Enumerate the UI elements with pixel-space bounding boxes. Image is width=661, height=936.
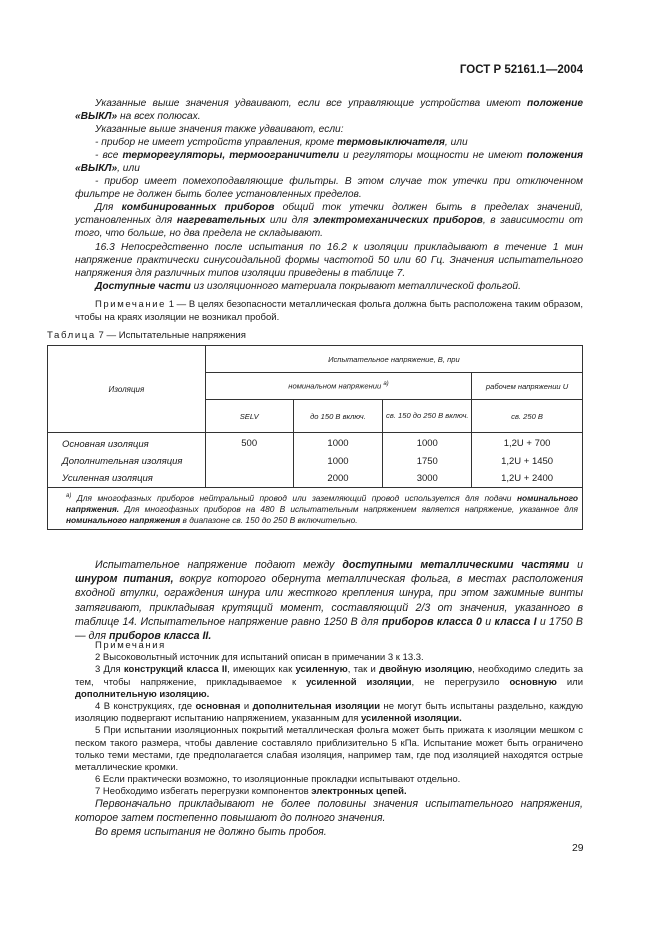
table-row: Основная изоляция 500 1000 1000 1,2U + 700	[48, 433, 583, 454]
note-5: 5 При испытании изоляционных покрытий металлическая фольга может быть прижата к изоляции мешком с песком такого размера, чтобы давление составляло приблизительно 5 кПа. Испытание может быть ограничено только теми местами, где предполагается слабая изоляция, например там, где под изоляцией находятся острые металлические кромки.	[75, 725, 583, 774]
page-number: 29	[572, 843, 584, 854]
paragraph: - все терморегуляторы, термоограничители и регуляторы мощности не имеют положения «ВЫКЛ», или	[75, 150, 583, 174]
notes-block	[75, 640, 583, 799]
note-7: 7 Необходимо избегать перегрузки компонентов электронных цепей.	[95, 786, 407, 798]
top-text-block	[75, 97, 583, 324]
paragraph: 16.3 Непосредственно после испытания по 16.2 к изоляции прикладывают в течение 1 мин напряжение практически синусоидальной формы частотой 50 или 60 Гц. Значения испытательного напряжения для различных типов изоляции приведены в таблице 7.	[75, 242, 583, 279]
paragraph: Указанные выше значения также удваивают, если:	[95, 124, 344, 135]
middle-paragraph: Испытательное напряжение подают между доступными металлическими частями и шнуром питания, вокруг которого обернута металлическая фольга, в местах расположения входной втулки, ограждения шнура или жесткого крепления шнура, при этом зажимные винты затягивают, прикладывая крутящий момент, составляющий 2/3 от значения, указанного в таблице 14. Испытательное напряжение равно 1250 В для приборов класса 0 и класса I и 1750 В — для приборов класса II.	[75, 559, 584, 643]
header-isolation: Изоляция	[48, 346, 206, 433]
paragraph: Во время испытания не должно быть пробоя.	[95, 826, 327, 839]
header-150-250: св. 150 до 250 В включ.	[383, 400, 472, 433]
paragraph: Для комбинированных приборов общий ток утечки должен быть в пределах значений, установленных для нагревательных или для электромеханических приборов, в зависимости от того, что больше, но два предела не складывают.	[75, 202, 584, 239]
table-row: Усиленная изоляция 2000 3000 1,2U + 2400	[48, 470, 583, 488]
table-row: Дополнительная изоляция 1000 1750 1,2U + 1450	[48, 453, 583, 470]
table-caption: Таблица 7 — Испытательные напряжения	[47, 330, 246, 341]
paragraph: Первоначально прикладывают не более половины значения испытательного напряжения, которое затем постепенно повышают до полного значения.	[75, 798, 583, 825]
header-nominal: номинальном напряжении $^{a)}$	[205, 373, 471, 400]
header-selv: SELV	[205, 400, 293, 433]
paragraph: Указанные выше значения удваивают, если все управляющие устройства имеют положение «ВЫКЛ» на всех полюсах.	[75, 98, 583, 122]
paragraph: Доступные части из изоляционного материала покрывают металлической фольгой.	[95, 281, 521, 292]
test-voltage-table	[47, 345, 583, 530]
bottom-text-block	[75, 797, 583, 840]
paragraph: - прибор имеет помехоподавляющие фильтры. В этом случае ток утечки при отключенном фильтре не должен быть более установленных пределов.	[75, 176, 583, 200]
header-to-150: до 150 В включ.	[293, 400, 383, 433]
paragraph: - прибор не имеет устройств управления, кроме термовыключателя, или	[95, 137, 468, 148]
document-code: ГОСТ Р 52161.1—2004	[459, 64, 583, 76]
header-test-voltage: Испытательное напряжение, В, при	[205, 346, 582, 373]
notes-label: Примечания	[95, 640, 166, 651]
table-footnote: $^{a)}$ Для многофазных приборов нейтральный провод или заземляющий провод используется для подачи номинального напряжения. Для многофазных приборов на 480 В испытательным напряжением является напряжение, указанное для номинального напряжения в диапазоне св. 150 до 250 В включительно.	[48, 488, 583, 530]
header-working: рабочем напряжении U	[472, 373, 583, 400]
note-3: 3 Для конструкций класса II, имеющих как усиленную, так и двойную изоляцию, необходимо следить за тем, чтобы напряжение, прикладываемое к усиленной изоляции, не перегрузило основную или дополнительную изоляцию.	[75, 664, 583, 700]
note-6: 6 Если практически возможно, то изоляционные прокладки испытывают отдельно.	[95, 774, 461, 786]
note-1: Примечание 1 — В целях безопасности металлическая фольга должна быть расположена таким образом, чтобы на краях изоляции не возникал пробой.	[75, 299, 583, 323]
note-2: 2 Высоковольтный источник для испытаний описан в примечании 3 к 13.3.	[95, 652, 424, 664]
note-4: 4 В конструкциях, где основная и дополнительная изоляции не могут быть испытаны раздельно, каждую изоляцию подвергают испытанию напряжением, указанным для усиленной изоляции.	[75, 701, 583, 725]
header-over-250: св. 250 В	[472, 400, 583, 433]
